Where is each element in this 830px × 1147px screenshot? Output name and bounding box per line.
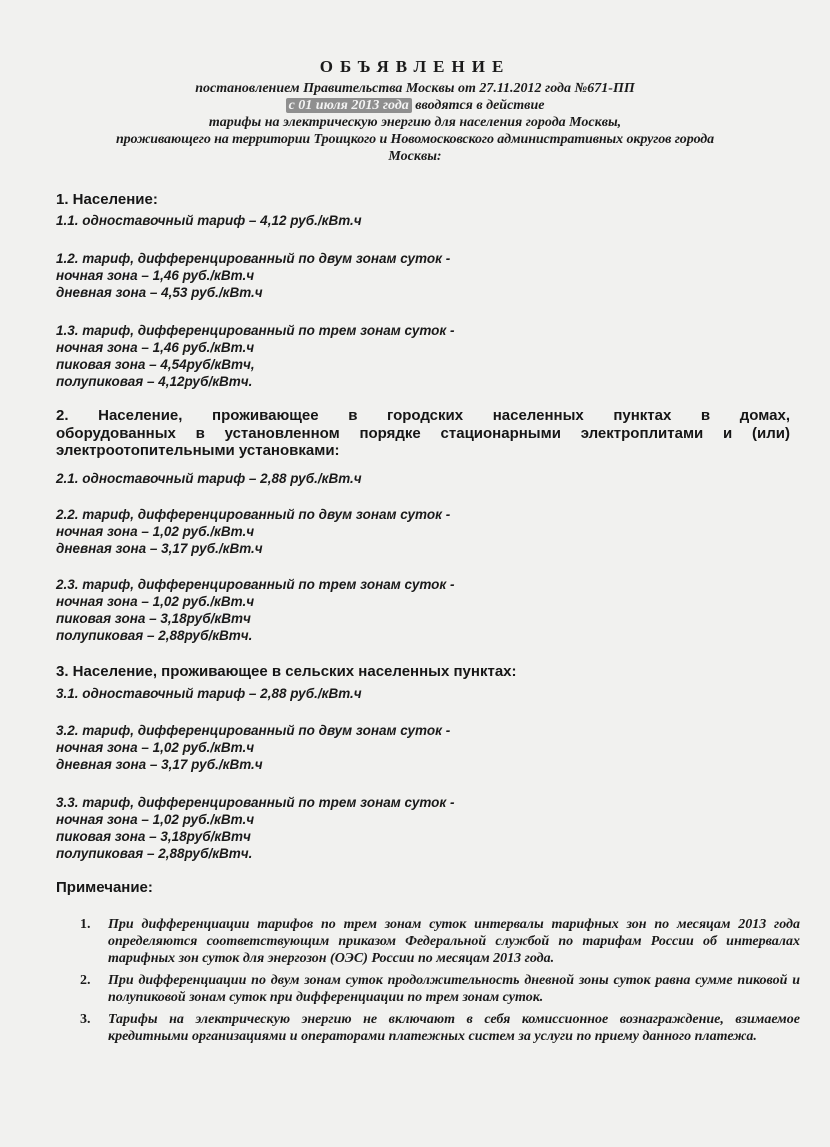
header-line-2-rest: вводятся в действие — [411, 98, 545, 113]
notes-list — [80, 916, 800, 1050]
tariff-3-3-peak: пиковая зона – 3,18руб/кВтч — [56, 829, 251, 844]
section-3-heading: 3. Население, проживающее в сельских населенных пунктах: — [56, 663, 517, 680]
note-text: Тарифы на электрическую энергию не включают в себя комиссионное вознаграждение, взимаемое кредитными организациями и операторами платежных систем за услуги по приему данного платежа. — [108, 1012, 800, 1044]
note-item — [80, 916, 800, 967]
tariff-3-3-heading: 3.3. тариф, дифференцированный по трем зонам суток - — [56, 795, 455, 810]
tariff-2-2 — [56, 506, 450, 557]
tariff-2-3-night: ночная зона – 1,02 руб./кВт.ч — [56, 594, 255, 609]
section-1-heading: 1. Население: — [56, 191, 158, 208]
tariff-1-3-heading: 1.3. тариф, дифференцированный по трем зонам суток - — [56, 323, 455, 338]
tariff-3-1: 3.1. одноставочный тариф – 2,88 руб./кВт.ч — [56, 686, 362, 701]
tariff-1-3-half-peak: полупиковая – 4,12руб/кВтч. — [56, 374, 253, 389]
tariff-1-3-night: ночная зона – 1,46 руб./кВт.ч — [56, 340, 255, 355]
note-text: При дифференциации по двум зонам суток продолжительность дневной зоны суток равна сумме пиковой и полупиковой зонам суток при дифференциации по трем зонам суток. — [108, 973, 800, 1005]
tariff-1-3 — [56, 322, 455, 390]
tariff-1-2 — [56, 250, 450, 301]
note-number: 3. — [80, 1012, 91, 1027]
tariff-1-3-peak: пиковая зона – 4,54руб/кВтч, — [56, 357, 255, 372]
tariff-1-1: 1.1. одноставочный тариф – 4,12 руб./кВт.ч — [56, 213, 362, 228]
note-text: При дифференциации тарифов по трем зонам суток интервалы тарифных зон по месяцам 2013 года определяются соответствующим приказом Федеральной службой по тарифам России об интервалах тарифных зон суток для энергозон (ОЭС) России по месяцам 2013 года. — [108, 917, 800, 966]
tariff-3-3-half-peak: полупиковая – 2,88руб/кВтч. — [56, 846, 253, 861]
header-line-3: тарифы на электрическую энергию для населения города Москвы, — [208, 115, 622, 130]
tariff-2-2-heading: 2.2. тариф, дифференцированный по двум зонам суток - — [56, 507, 451, 522]
header-block — [40, 80, 790, 165]
note-number: 1. — [80, 917, 91, 932]
effective-date-highlight: с 01 июля 2013 года — [286, 98, 412, 113]
tariff-2-3-peak: пиковая зона – 3,18руб/кВтч — [56, 611, 251, 626]
tariff-1-2-day: дневная зона – 4,53 руб./кВт.ч — [56, 285, 263, 300]
tariff-1-2-heading: 1.2. тариф, дифференцированный по двум зонам суток - — [56, 251, 451, 266]
header-line-4: проживающего на территории Троицкого и Новомосковского административных округов города — [115, 132, 715, 147]
tariff-1-2-night: ночная зона – 1,46 руб./кВт.ч — [56, 268, 255, 283]
tariff-2-3-half-peak: полупиковая – 2,88руб/кВтч. — [56, 628, 253, 643]
section-2-heading-line-3: электроотопительными установками: — [56, 442, 340, 459]
tariff-3-2-heading: 3.2. тариф, дифференцированный по двум зонам суток - — [56, 723, 451, 738]
note-item — [80, 972, 800, 1006]
tariff-3-2-night: ночная зона – 1,02 руб./кВт.ч — [56, 740, 255, 755]
note-item — [80, 1011, 800, 1045]
tariff-3-3-night: ночная зона – 1,02 руб./кВт.ч — [56, 812, 255, 827]
header-line-2 — [40, 97, 790, 114]
header-line-1: постановлением Правительства Москвы от 27.11.2012 года №671-ПП — [195, 81, 635, 96]
tariff-2-2-day: дневная зона – 3,17 руб./кВт.ч — [56, 541, 263, 556]
header-line-5: Москвы: — [388, 149, 442, 164]
note-number: 2. — [80, 973, 91, 988]
tariff-2-2-night: ночная зона – 1,02 руб./кВт.ч — [56, 524, 255, 539]
tariff-3-2 — [56, 722, 450, 773]
tariff-2-3-heading: 2.3. тариф, дифференцированный по трем зонам суток - — [56, 577, 455, 592]
section-2-heading — [56, 407, 790, 460]
tariff-3-2-day: дневная зона – 3,17 руб./кВт.ч — [56, 757, 263, 772]
tariff-2-1: 2.1. одноставочный тариф – 2,88 руб./кВт.ч — [56, 471, 362, 486]
tariff-3-3 — [56, 794, 455, 862]
section-2-heading-line-2: оборудованных в установленном порядке стационарными электроплитами и (или) — [56, 424, 790, 442]
notes-heading: Примечание: — [56, 879, 153, 896]
tariff-2-3 — [56, 576, 455, 644]
section-2-heading-line-1: 2. Население, проживающее в городских населенных пунктах в домах, — [56, 407, 790, 424]
document-title: ОБЪЯВЛЕНИЕ — [319, 57, 511, 76]
